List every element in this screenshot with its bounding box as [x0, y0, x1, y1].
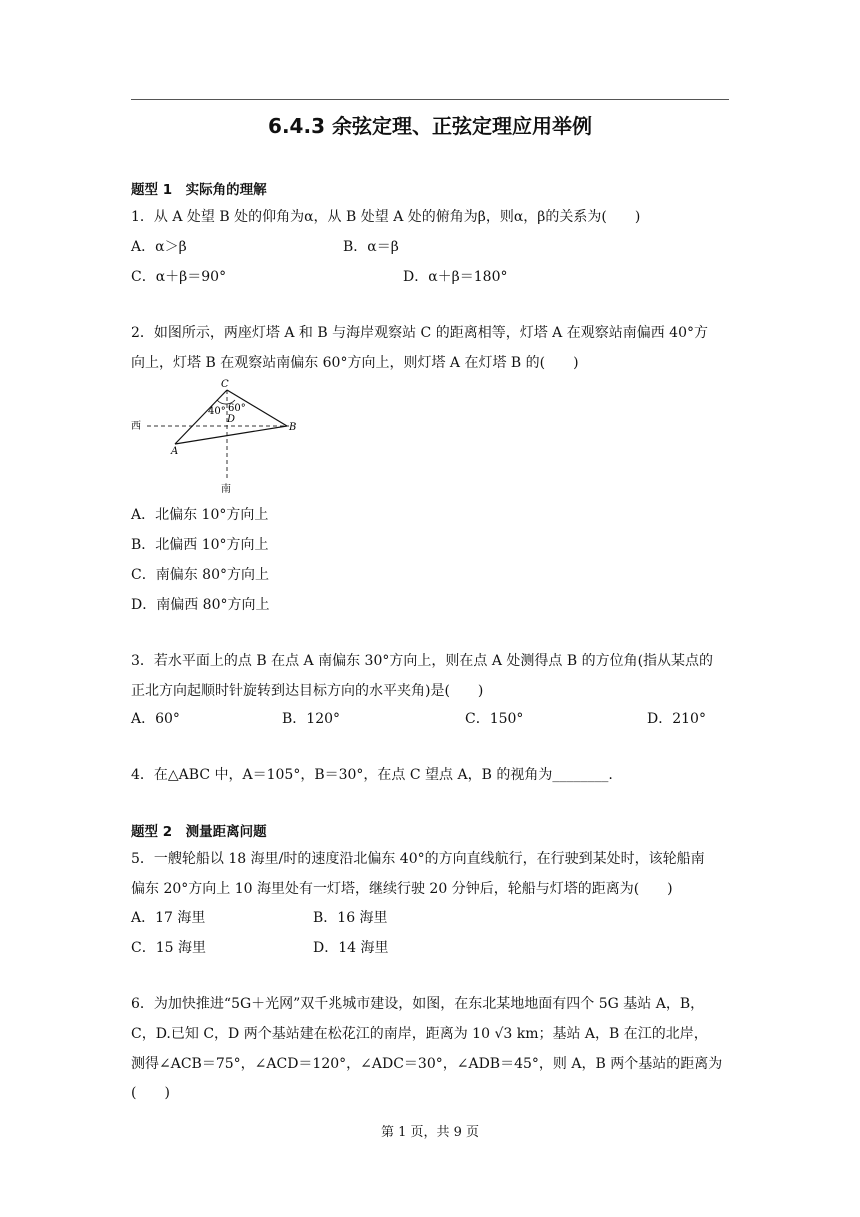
q2-option-a: A．北偏东 10°方向上: [131, 507, 269, 523]
q5-stem-line1: 5．一艘轮船以 18 海里/时的速度沿北偏东 40°的方向直线航行，在行驶到某处时，该轮船南: [131, 851, 705, 867]
south-label: 南: [221, 484, 231, 495]
q6-stem-line1: 6．为加快推进“5G＋光网”双千兆城市建设，如图，在东北某地地面有四个 5G 基站 A，B，: [131, 996, 705, 1012]
q1-option-c: C．α＋β＝90°: [131, 269, 227, 285]
q1-stem: 1．从 A 处望 B 处的仰角为α，从 B 处望 A 处的俯角为β，则α，β的关系为( ): [131, 209, 641, 225]
q3-stem-line2: 正北方向起顺时针旋转到达目标方向的水平夹角)是( ): [131, 683, 484, 699]
section-heading-1: 题型 1 实际角的理解: [131, 182, 267, 198]
q5-option-b: B．16 海里: [313, 910, 388, 926]
q5-option-c: C．15 海里: [131, 940, 206, 956]
q6-stem-line3: 测得∠ACB＝75°，∠ACD＝120°，∠ADC＝30°，∠ADB＝45°，则 A，B 两个基站的距离为: [131, 1056, 723, 1072]
q2-stem-line1: 2．如图所示，两座灯塔 A 和 B 与海岸观察站 C 的距离相等，灯塔 A 在观察站南偏西 40°方: [131, 325, 708, 341]
q5-option-a: A．17 海里: [131, 910, 206, 926]
q3-stem-line1: 3．若水平面上的点 B 在点 A 南偏东 30°方向上，则在点 A 处测得点 B 的方位角(指从某点的: [131, 653, 714, 669]
lighthouse-figure: [131, 378, 306, 496]
west-label: 西: [131, 421, 141, 432]
label-d: D: [227, 414, 236, 425]
label-c: C: [221, 379, 229, 390]
q4-stem: 4．在△ABC 中，A＝105°，B＝30°，在点 C 望点 A，B 的视角为________.: [131, 767, 613, 783]
label-a: A: [171, 446, 179, 457]
q5-option-d: D．14 海里: [313, 940, 389, 956]
angle-40-label: 40°: [208, 406, 226, 417]
q3-option-a: A．60°: [131, 711, 180, 727]
q2-option-d: D．南偏西 80°方向上: [131, 597, 270, 613]
q1-option-b: B．α＝β: [343, 239, 399, 255]
q2-option-c: C．南偏东 80°方向上: [131, 567, 269, 583]
q5-stem-line2: 偏东 20°方向上 10 海里处有一灯塔，继续行驶 20 分钟后，轮船与灯塔的距离为( ): [131, 881, 673, 897]
q3-option-c: C．150°: [465, 711, 524, 727]
page-title: 6.4.3 余弦定理、正弦定理应用举例: [268, 114, 592, 138]
q3-option-b: B．120°: [282, 711, 341, 727]
page-footer: 第 1 页，共 9 页: [380, 1125, 480, 1140]
q6-stem-line2: C，D.已知 C，D 两个基站建在松花江的南岸，距离为 10 √3 km；基站 A，B 在江的北岸，: [131, 1026, 708, 1042]
section-heading-2: 题型 2 测量距离问题: [131, 824, 267, 840]
q1-option-a: A．α＞β: [131, 239, 187, 255]
q6-stem-line4: ( ): [131, 1085, 170, 1101]
header-rule: [131, 99, 729, 100]
q2-stem-line2: 向上，灯塔 B 在观察站南偏东 60°方向上，则灯塔 A 在灯塔 B 的( ): [131, 355, 579, 371]
q3-option-d: D．210°: [647, 711, 706, 727]
label-b: B: [289, 422, 297, 433]
q2-option-b: B．北偏西 10°方向上: [131, 537, 269, 553]
q1-option-d: D．α＋β＝180°: [403, 269, 508, 285]
angle-60-label: 60°: [228, 403, 246, 414]
